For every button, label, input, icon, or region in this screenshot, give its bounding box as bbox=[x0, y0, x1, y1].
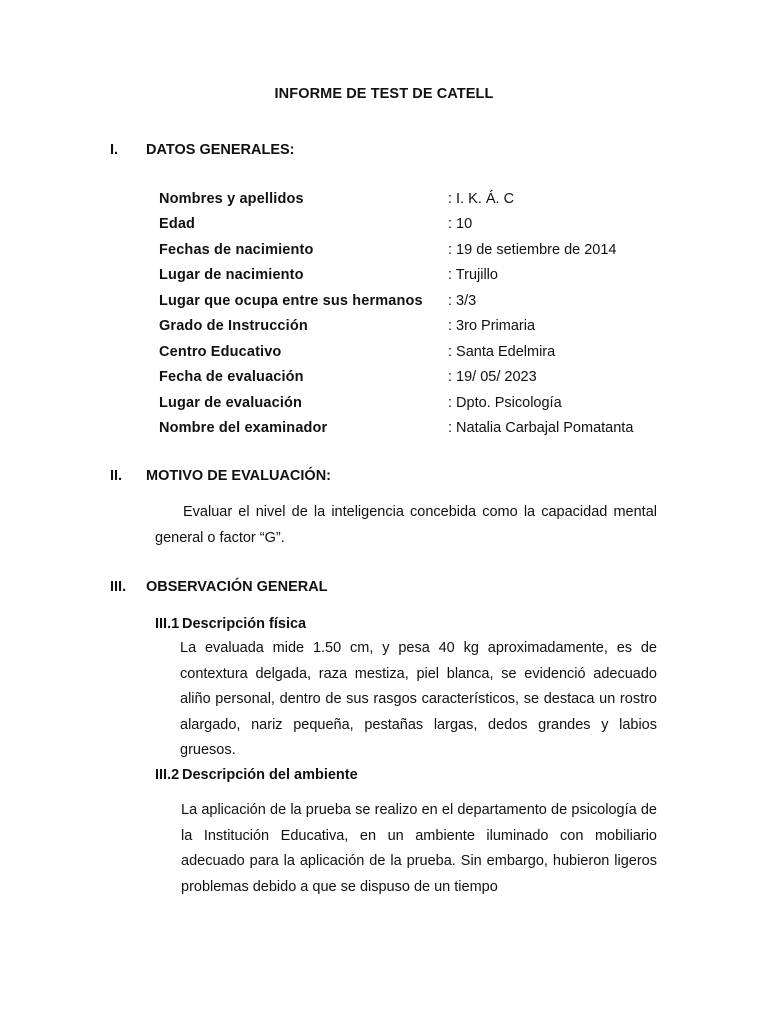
data-value: : 19/ 05/ 2023 bbox=[448, 369, 537, 386]
data-row-fecha-nacimiento bbox=[159, 237, 633, 263]
data-row-grado bbox=[159, 314, 633, 340]
data-label: Fechas de nacimiento bbox=[159, 241, 314, 258]
fisica-paragraph: La evaluada mide 1.50 cm, y pesa 40 kg aproximadamente, es de contextura delgada, raza mestiza, piel blanca, se evidenció adecuado aliño personal, dentro de sus rasgos característicos, se destaca un rostro alargado, nariz pequeña, pestañas largas, dedos grandes y labios gruesos. bbox=[180, 640, 657, 758]
data-label: Grado de Instrucción bbox=[159, 318, 308, 335]
section-observacion-heading bbox=[110, 579, 328, 595]
document-title: INFORME DE TEST DE CATELL bbox=[274, 86, 494, 102]
data-value: : Trujillo bbox=[448, 267, 498, 284]
data-label: Lugar de nacimiento bbox=[159, 267, 304, 284]
data-row-nombres bbox=[159, 186, 633, 212]
data-label: Lugar de evaluación bbox=[159, 394, 303, 411]
section-number: III. bbox=[110, 579, 127, 595]
data-row-fecha-evaluacion bbox=[159, 365, 633, 391]
ambiente-paragraph: La aplicación de la prueba se realizo en el departamento de psicología de la Institución Educativa, en un ambiente iluminado con mobiliario adecuado para la aplicación de la prueba. Sin embargo, hubieron ligeros problemas debido a que se dispuso de un tiempo bbox=[181, 802, 657, 895]
section-title: MOTIVO DE EVALUACIÓN: bbox=[146, 468, 332, 484]
data-value: : Santa Edelmira bbox=[448, 343, 556, 360]
data-row-edad bbox=[159, 212, 633, 238]
data-value: : Natalia Carbajal Pomatanta bbox=[448, 420, 634, 437]
subsection-title: Descripción física bbox=[182, 616, 307, 632]
datos-generales-table bbox=[159, 186, 633, 441]
data-row-examinador bbox=[159, 416, 633, 442]
subsection-fisica-heading bbox=[155, 616, 306, 632]
data-value: : 3/3 bbox=[448, 292, 477, 309]
data-row-lugar-nacimiento bbox=[159, 263, 633, 289]
data-label: Nombre del examinador bbox=[159, 420, 328, 437]
section-motivo-heading bbox=[110, 468, 331, 484]
section-datos-generales-heading bbox=[110, 142, 295, 158]
data-value: : 10 bbox=[448, 216, 473, 233]
motivo-paragraph: Evaluar el nivel de la inteligencia concebida como la capacidad mental general o factor “G”. bbox=[155, 504, 657, 546]
data-row-centro-educativo bbox=[159, 339, 633, 365]
data-value: : 3ro Primaria bbox=[448, 318, 536, 335]
data-row-lugar-evaluacion bbox=[159, 390, 633, 416]
data-value: : I. K. Á. C bbox=[448, 190, 515, 207]
data-label: Fecha de evaluación bbox=[159, 369, 304, 386]
subsection-number: III.1 bbox=[155, 616, 180, 632]
data-label: Nombres y apellidos bbox=[159, 190, 304, 207]
section-title: OBSERVACIÓN GENERAL bbox=[146, 579, 328, 595]
data-label: Centro Educativo bbox=[159, 343, 282, 360]
section-title: DATOS GENERALES: bbox=[146, 142, 295, 158]
section-number: II. bbox=[110, 468, 123, 484]
subsection-title: Descripción del ambiente bbox=[182, 767, 358, 783]
data-value: : Dpto. Psicología bbox=[448, 394, 562, 411]
data-label: Edad bbox=[159, 216, 196, 233]
data-value: : 19 de setiembre de 2014 bbox=[448, 241, 617, 258]
subsection-ambiente-heading bbox=[155, 767, 358, 783]
data-label: Lugar que ocupa entre sus hermanos bbox=[159, 292, 423, 309]
subsection-number: III.2 bbox=[155, 767, 180, 783]
data-row-lugar-hermanos bbox=[159, 288, 633, 314]
section-number: I. bbox=[110, 142, 119, 158]
